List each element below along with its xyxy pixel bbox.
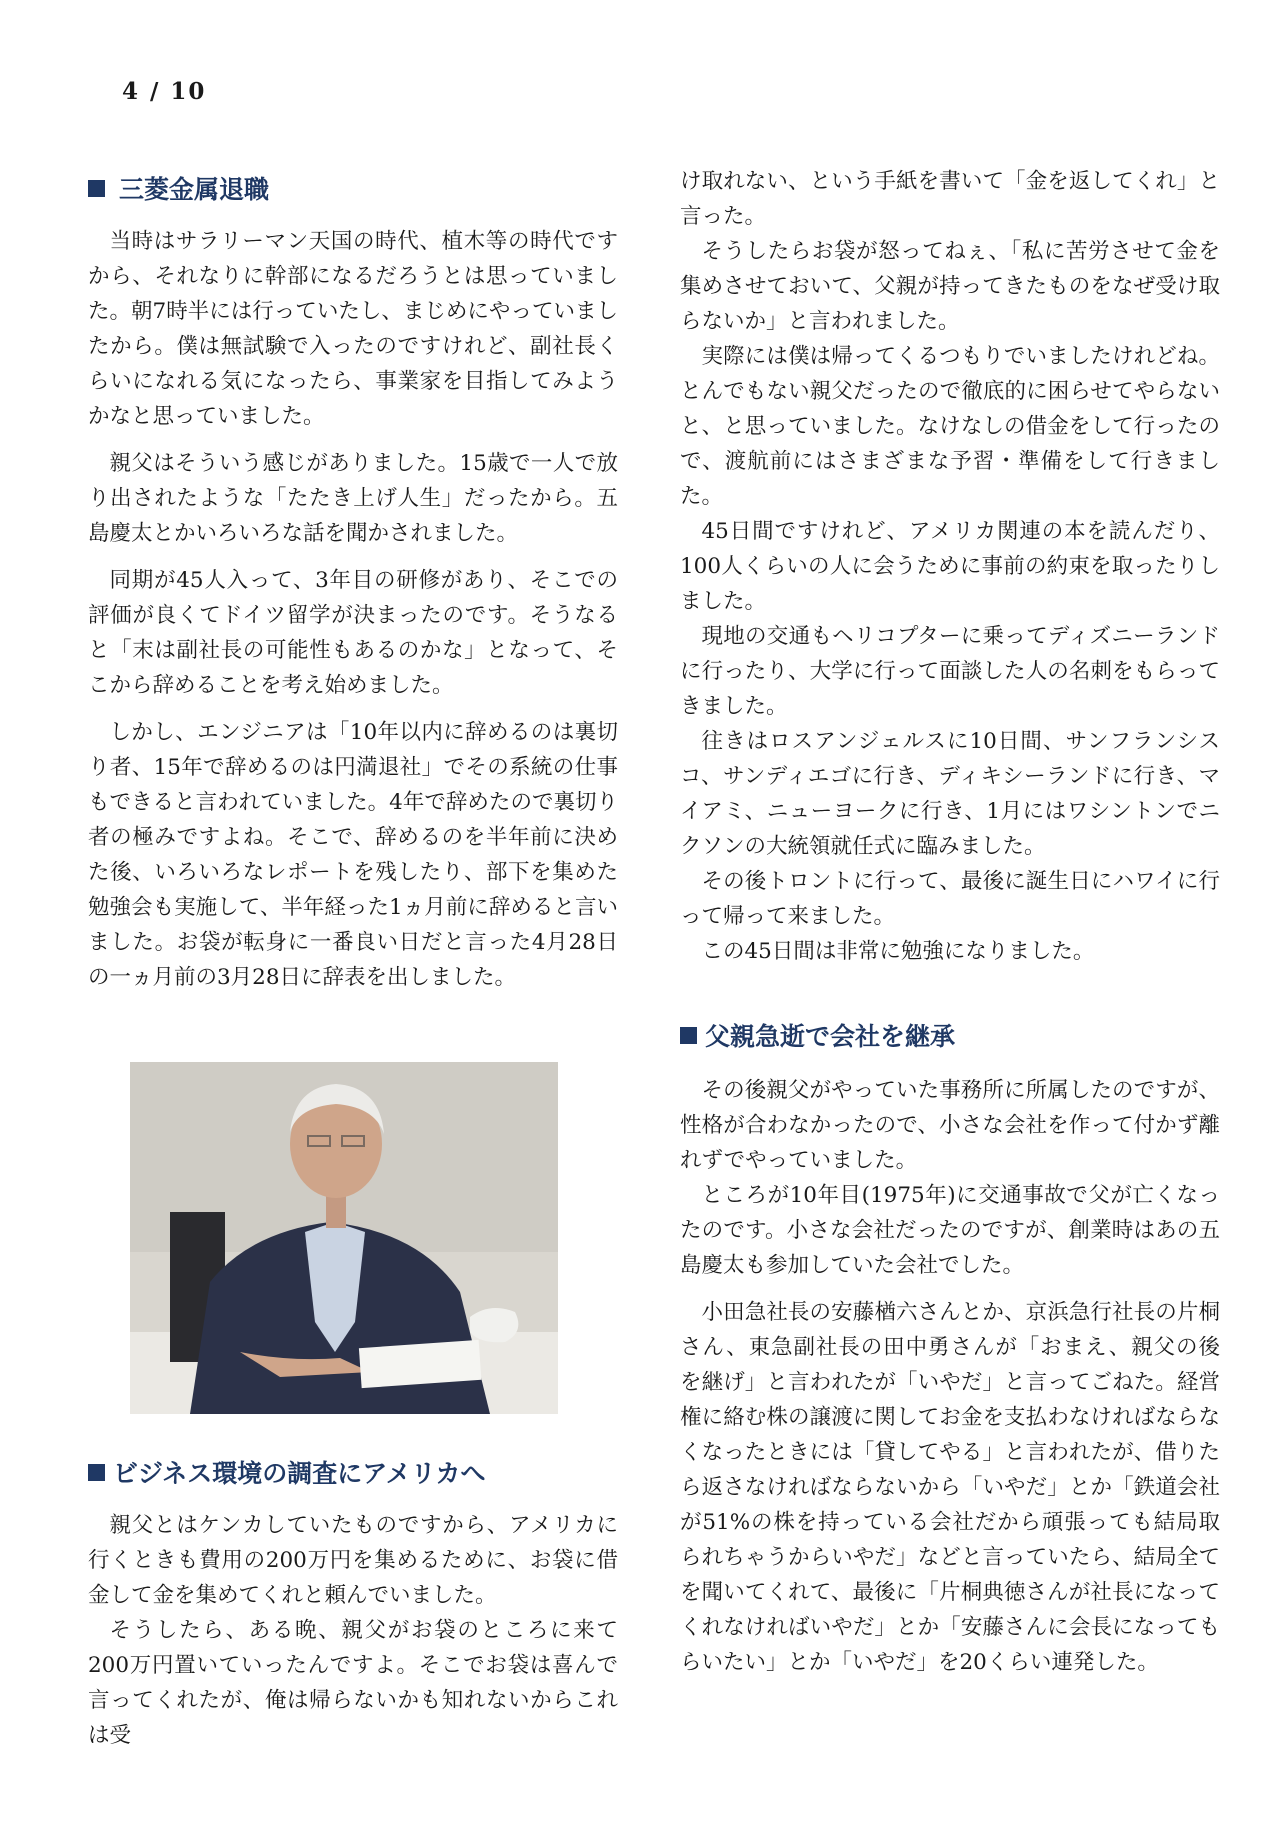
- paragraph: そうしたら、ある晩、親父がお袋のところに来て200万円置いていったんですよ。そこでお袋は喜んで言ってくれたが、俺は帰らないかも知れないからこれは受: [88, 1618, 618, 1748]
- paragraph: しかし、エンジニアは「10年以内に辞めるのは裏切り者、15年で辞めるのは円満退社」でその系統の仕事もできると言われていました。4年で辞めたので裏切り者の極みですよね。そこで、辞めるのを半年前に決めた後、いろいろなレポートを残したり、部下を集めた勉強会も実施して、半年経った1ヵ月前に辞めると言いました。お袋が転身に一番良い日だと言った4月28日の一ヵ月前の3月28日に辞表を出しました。: [88, 720, 618, 990]
- paragraph: その後トロントに行って、最後に誕生日にハワイに行って帰って来ました。: [680, 869, 1220, 929]
- paragraph: 実際には僕は帰ってくるつもりでいましたけれどね。とんでもない親父だったので徹底的に困らせてやらないと、と思っていました。なけなしの借金をして行ったので、渡航前にはさまざまな予習・準備をして行きました。: [680, 344, 1220, 509]
- paragraph: 同期が45人入って、3年目の研修があり、そこでの評価が良くてドイツ留学が決まったのです。そうなると「末は副社長の可能性もあるのかな」となって、そこから辞めることを考え始めました。: [88, 568, 618, 698]
- heading-text: 父親急逝で会社を継承: [705, 1022, 956, 1051]
- paragraph: 往きはロスアンジェルスに10日間、サンフランシスコ、サンディエゴに行き、ディキシーランドに行き、マイアミ、ニューヨークに行き、1月にはワシントンでニクソンの大統領就任式に臨みました。: [680, 729, 1220, 859]
- paragraph: 小田急社長の安藤楢六さんとか、京浜急行社長の片桐さん、東急副社長の田中勇さんが「おまえ、親父の後を継げ」と言われたが「いやだ」と言ってごねた。経営権に絡む株の譲渡に関してお金を支払わなければならなくなったときには「貸してやる」と言われたが、借りたら返さなければならないから「いやだ」とか「鉄道会社が51%の株を持っている会社だから頑張っても結局取られちゃうからいやだ」などと言っていたら、結局全てを聞いてくれて、最後に「片桐典徳さんが社長になってくれなければいやだ」とか「安藤さんに会長になってもらいたい」とか「いやだ」を20くらい連発した。: [680, 1300, 1220, 1675]
- page-number: 4 / 10: [122, 78, 207, 105]
- paragraph: 親父とはケンカしていたものですから、アメリカに行くときも費用の200万円を集めるために、お袋に借金して金を集めてくれと頼んでいました。: [88, 1513, 618, 1608]
- heading-square-icon: [680, 1027, 697, 1044]
- paragraph: この45日間は非常に勉強になりました。: [701, 939, 1095, 964]
- right-column: [680, 170, 1220, 1680]
- interview-photo: [130, 1062, 558, 1414]
- left-column: [88, 170, 618, 995]
- paragraph: 親父はそういう感じがありました。15歳で一人で放り出されたような「たたき上げ人生」だったから。五島慶太とかいろいろな話を聞かされました。: [88, 451, 618, 546]
- paragraph: 当時はサラリーマン天国の時代、植木等の時代ですから、それなりに幹部になるだろうとは思っていました。朝7時半には行っていたし、まじめにやっていましたから。僕は無試験で入ったのですけれど、副社長くらいになれる気になったら、事業家を目指してみようかなと思っていました。: [88, 229, 618, 429]
- heading-square-icon: [88, 180, 105, 197]
- section-heading-succession: [680, 1017, 1220, 1053]
- paragraph: 45日間ですけれど、アメリカ関連の本を読んだり、100人くらいの人に会うために事前の約束を取ったりしました。: [680, 519, 1220, 614]
- left-column-lower: [88, 1454, 618, 1753]
- heading-square-icon: [88, 1464, 105, 1481]
- heading-text: 三菱金属退職: [119, 175, 270, 204]
- section-heading-mitsubishi: [88, 170, 618, 206]
- paragraph: その後親父がやっていた事務所に所属したのですが、性格が合わなかったので、小さな会社を作って付かず離れずでやっていました。: [680, 1078, 1220, 1173]
- paragraph: 現地の交通もヘリコプターに乗ってディズニーランドに行ったり、大学に行って面談した人の名刺をもらってきました。: [680, 624, 1220, 719]
- heading-text: ビジネス環境の調査にアメリカへ: [113, 1459, 486, 1488]
- section-heading-america: [88, 1454, 618, 1490]
- paragraph: そうしたらお袋が怒ってねぇ、「私に苦労させて金を集めさせておいて、父親が持ってきたものをなぜ受け取らないか」と言われました。: [680, 239, 1220, 334]
- paragraph: ところが10年目(1975年)に交通事故で父が亡くなったのです。小さな会社だったのですが、創業時はあの五島慶太も参加していた会社でした。: [680, 1183, 1220, 1278]
- paragraph: け取れない、という手紙を書いて「金を返してくれ」と言った。: [680, 169, 1220, 229]
